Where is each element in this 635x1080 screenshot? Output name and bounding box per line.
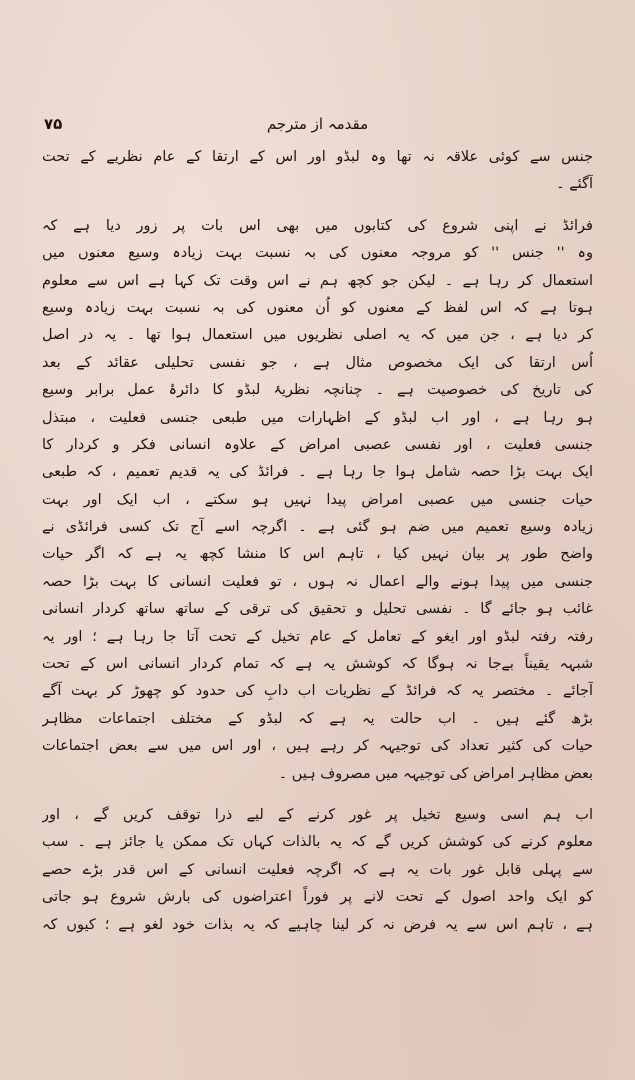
paragraph-2 [42, 213, 593, 788]
text-line: حیات جنسی میں عصبی امراض پیدا نہیں ہو سکتے ، اب ایک اور بہت [42, 491, 593, 508]
text-line: بڑھ گئے ہیں ۔ اب حالت یہ ہے کہ لبڈو کے مختلف اجتماعات مظاہر [42, 710, 593, 727]
text-line: جنسی میں پیدا ہونے والے اعمال نہ ہوں ، تو فعلیت انسانی کا بہت بڑا حصہ [42, 573, 593, 590]
text-line: حیات کی کثیر تعداد کی توجیہہ کر رہے ہیں ، اور اس میں سے بعض اجتماعات [42, 738, 593, 755]
text-line: آجائے ۔ مختصر یہ کہ فرائڈ کے نظریات اب دابِ کی حدود کو چھوڑ کر بہت آگے [42, 683, 593, 700]
text-line: معلوم کرنے کی کوشش کریں گے کہ یہ بالذات کہاں تک ممکن یا جائز ہے ۔ سب [42, 834, 593, 851]
running-title: مقدمہ از مترجم [266, 115, 369, 133]
text-line: ہو رہا ہے ، اور اب لبڈو کے اظہارات میں طبعی جنسی فعلیت ، مبتذل [42, 409, 593, 426]
text-line: اب ہم اسی وسیع تخیل پر غور کرنے کے لیے ذرا توقف کریں گے ، اور [42, 806, 593, 823]
text-line: اُس ارتقا کی ایک مخصوص مثال ہے ، جو نفسی تحلیلی عقائد کے بعد [42, 354, 593, 371]
page-header [40, 112, 595, 136]
text-line: جنس سے کوئی علاقہ نہ تھا وہ لبڈو اور اس کے ارتقا کے عام نظریے کے تحت [42, 149, 593, 165]
text-line: واضح طور پر بیان نہیں کیا ، تاہم اس کا منشا کچھ یہ ہے کہ اگر حیات [42, 546, 593, 563]
text-line: بعض مظاہر امراض کی توجیہہ میں مصروف ہیں ۔ [278, 765, 593, 782]
text-line: جنسی فعلیت ، اور نفسی عصبی امراض کے علاوہ انسانی فکر و کردار کا [42, 436, 593, 453]
text-line: رفتہ رفتہ لبڈو اور ایغو کے تعامل کے عام تخیل کے تحت آتا جا رہا ہے ؛ اور یہ [42, 628, 593, 645]
page-number: ۷۵ [44, 115, 63, 133]
text-line: ایک بہت بڑا حصہ شامل ہوا جا رہا ہے ۔ فرائڈ کی یہ قدیم تعمیم ، کہ طبعی [42, 464, 593, 481]
text-line: استعمال کر رہا ہے ۔ لیکن جو کچھ ہم نے اس وقت تک کہا ہے اس سے معلوم [42, 272, 593, 289]
text-line: ہے ، تاہم اس سے یہ فرض نہ کر لینا چاہیے کہ یہ بذات خود لغو ہے ؛ کیوں کہ [42, 916, 593, 933]
text-line: وہ '' جنس '' کو مروجہ معنوں کی بہ نسبت بہت زیادہ وسیع معنوں میں [42, 245, 593, 262]
text-line: شبہہ یقیناً بےجا نہ ہوگا کہ کوشش یہ ہے کہ تمام کردار انسانی اس کے تحت [42, 656, 593, 673]
paragraph-1 [42, 144, 593, 199]
text-line: سے پہلی قابل غور بات یہ ہے کہ اگرچہ فعلیت انسانی کے اس قدر بڑے حصے [42, 861, 593, 878]
body-text [42, 144, 593, 939]
text-line: فرائڈ نے اپنی شروع کی کتابوں میں بھی اس بات پر زور دیا ہے کہ [42, 217, 593, 234]
text-line: زیادہ وسیع تعمیم میں ضم ہو گئی ہے ۔ اگرچہ اسے آج تک کسی فرائڈی نے [42, 519, 593, 536]
text-line: ہوتا ہے کہ اس لفظ کے معنوں کو اُن معنوں کی بہ نسبت بہت زیادہ وسیع [42, 299, 593, 316]
paragraph-3 [42, 802, 593, 939]
text-line: آگئے ۔ [556, 176, 593, 193]
text-line: کی تاریخ کی خصوصیت ہے ۔ چنانچہ نظریۂ لبڈو کا دائرۂ عمل برابر وسیع [42, 382, 593, 399]
text-line: کر دیا ہے ، جن میں کہ یہ اصلی نظریوں میں استعمال ہوا تھا ۔ یہ در اصل [42, 327, 593, 344]
text-line: غائب ہو جائے گا ۔ نفسی تحلیل و تحقیق کی ترقی کے ساتھ ساتھ کردار انسانی [42, 601, 593, 618]
text-line: کو ایک واحد اصول کے تحت لانے پر فوراً اعتراضوں کی بارش شروع ہو جاتی [42, 889, 593, 906]
